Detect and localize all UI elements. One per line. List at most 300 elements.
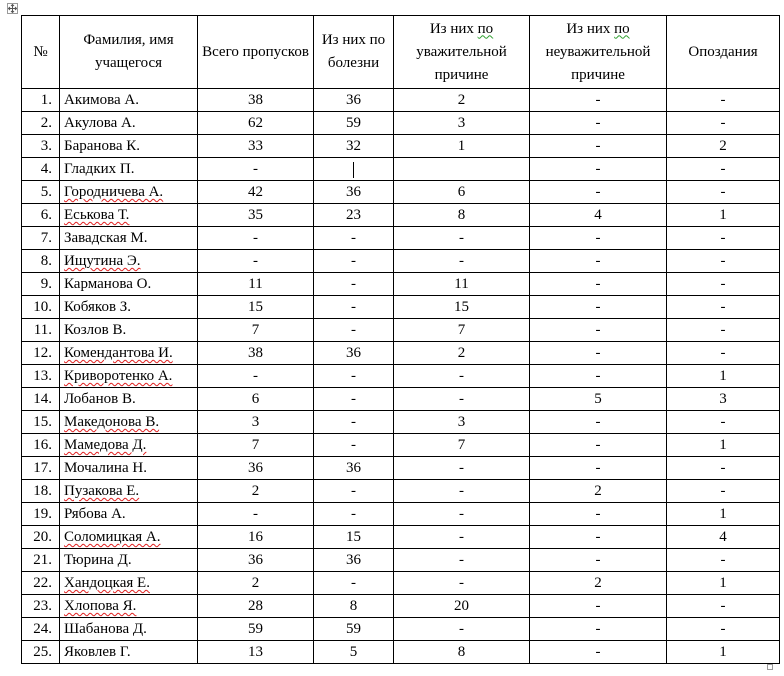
cell-valid-reason-count[interactable]: [394, 595, 530, 618]
total-absences-text: 2: [251, 483, 260, 499]
table-resize-handle-icon[interactable]: [767, 664, 773, 670]
table-row: [22, 181, 780, 204]
illness-count-text: -: [351, 437, 356, 453]
invalid-reason-count-text: -: [595, 184, 601, 200]
valid-reason-count-text: -: [459, 368, 464, 384]
cell-student-name[interactable]: [60, 503, 198, 526]
cell-total-absences[interactable]: [198, 411, 314, 434]
text-cursor: [353, 162, 354, 178]
cell-student-name[interactable]: [60, 296, 198, 319]
cell-illness-count[interactable]: [314, 549, 394, 572]
cell-row-number[interactable]: [22, 526, 60, 549]
student-name-text: Баранова К.: [64, 138, 141, 154]
cell-late-count[interactable]: [667, 342, 780, 365]
valid-reason-count-text: -: [459, 253, 464, 269]
valid-reason-count-text: 2: [457, 92, 466, 108]
cell-valid-reason-count[interactable]: [394, 296, 530, 319]
cell-total-absences[interactable]: [198, 572, 314, 595]
cell-late-count[interactable]: [667, 89, 780, 112]
cell-illness-count[interactable]: [314, 273, 394, 296]
late-count-text: -: [720, 621, 726, 637]
header-row: [22, 16, 780, 89]
cell-valid-reason-count[interactable]: [394, 250, 530, 273]
table-row: [22, 227, 780, 250]
cell-late-count[interactable]: [667, 595, 780, 618]
cell-student-name[interactable]: [60, 89, 198, 112]
cell-student-name[interactable]: [60, 227, 198, 250]
late-count-text: -: [720, 299, 726, 315]
student-name-text: Хлопова Я.: [64, 598, 137, 614]
illness-count-text: 59: [346, 115, 361, 131]
table-row: [22, 388, 780, 411]
late-count-text: 4: [719, 529, 727, 545]
cell-row-number[interactable]: [22, 457, 60, 480]
cell-invalid-reason-count[interactable]: [530, 319, 667, 342]
cell-invalid-reason-count[interactable]: [530, 227, 667, 250]
cell-row-number[interactable]: [22, 411, 60, 434]
cell-illness-count[interactable]: [314, 411, 394, 434]
invalid-reason-count-text: -: [595, 345, 601, 361]
cell-total-absences[interactable]: [198, 618, 314, 641]
cell-total-absences[interactable]: [198, 204, 314, 227]
cell-student-name[interactable]: [60, 388, 198, 411]
cell-late-count[interactable]: [667, 273, 780, 296]
late-count-text: -: [720, 483, 726, 499]
cell-invalid-reason-count[interactable]: [530, 595, 667, 618]
late-count-text: -: [720, 92, 726, 108]
row-number-text: 12.: [33, 345, 52, 361]
cell-late-count[interactable]: [667, 250, 780, 273]
cell-total-absences[interactable]: [198, 250, 314, 273]
invalid-reason-count-text: -: [595, 322, 601, 338]
cell-total-absences[interactable]: [198, 181, 314, 204]
illness-count-text: 36: [346, 460, 361, 476]
cell-late-count[interactable]: [667, 388, 780, 411]
cell-total-absences[interactable]: [198, 434, 314, 457]
valid-reason-count-text: -: [459, 552, 464, 568]
cell-valid-reason-count[interactable]: [394, 227, 530, 250]
cell-illness-count[interactable]: [314, 89, 394, 112]
late-count-text: 1: [719, 368, 727, 384]
cell-total-absences[interactable]: [198, 549, 314, 572]
cell-row-number[interactable]: [22, 388, 60, 411]
cell-illness-count[interactable]: [314, 227, 394, 250]
table-row: [22, 411, 780, 434]
cell-illness-count[interactable]: [314, 572, 394, 595]
cell-total-absences[interactable]: [198, 457, 314, 480]
row-number-text: 24.: [33, 621, 52, 637]
cell-row-number[interactable]: [22, 434, 60, 457]
student-name-text: Шабанова Д.: [64, 621, 147, 637]
illness-count-text: 36: [346, 184, 361, 200]
cell-invalid-reason-count[interactable]: [530, 641, 667, 664]
row-number-text: 23.: [33, 598, 52, 614]
cell-invalid-reason-count[interactable]: [530, 480, 667, 503]
cell-late-count[interactable]: [667, 503, 780, 526]
invalid-reason-count-text: -: [595, 621, 601, 637]
absence-table: [21, 15, 780, 664]
table-row: [22, 158, 780, 181]
cell-invalid-reason-count[interactable]: [530, 365, 667, 388]
valid-reason-count-text: 3: [457, 115, 466, 131]
valid-reason-count-text: 3: [457, 414, 466, 430]
header-total-absences[interactable]: Всего пропусков: [198, 16, 314, 89]
total-absences-text: 2: [251, 575, 260, 591]
student-name-text: Пузакова Е.: [64, 483, 140, 499]
cell-total-absences[interactable]: [198, 388, 314, 411]
cell-student-name[interactable]: [60, 181, 198, 204]
cell-student-name[interactable]: [60, 595, 198, 618]
illness-count-text: -: [351, 483, 356, 499]
student-name-text: Мамедова Д.: [64, 437, 147, 453]
cell-late-count[interactable]: [667, 641, 780, 664]
late-count-text: 3: [719, 391, 727, 407]
cell-invalid-reason-count[interactable]: [530, 388, 667, 411]
cell-invalid-reason-count[interactable]: [530, 250, 667, 273]
cell-invalid-reason-count[interactable]: [530, 158, 667, 181]
cell-valid-reason-count[interactable]: [394, 457, 530, 480]
cell-row-number[interactable]: [22, 342, 60, 365]
cell-illness-count[interactable]: [314, 181, 394, 204]
cell-student-name[interactable]: [60, 319, 198, 342]
cell-illness-count[interactable]: [314, 434, 394, 457]
cell-invalid-reason-count[interactable]: [530, 89, 667, 112]
cell-total-absences[interactable]: [198, 135, 314, 158]
illness-count-text: -: [351, 506, 356, 522]
table-row: [22, 503, 780, 526]
cell-valid-reason-count[interactable]: [394, 503, 530, 526]
invalid-reason-count-text: -: [595, 644, 601, 660]
valid-reason-count-text: 8: [457, 644, 466, 660]
illness-count-text: 32: [346, 138, 361, 154]
row-number-text: 25.: [33, 644, 52, 660]
header-invalid-suffix: неуважительной причине: [545, 43, 651, 83]
cell-illness-count[interactable]: [314, 112, 394, 135]
header-valid-reason[interactable]: [394, 16, 530, 89]
cell-valid-reason-count[interactable]: [394, 388, 530, 411]
student-name-text: Городничева А.: [64, 184, 164, 200]
cell-late-count[interactable]: [667, 480, 780, 503]
cell-total-absences[interactable]: [198, 595, 314, 618]
cell-row-number[interactable]: [22, 319, 60, 342]
cell-valid-reason-count[interactable]: [394, 158, 530, 181]
cell-valid-reason-count[interactable]: [394, 549, 530, 572]
cell-total-absences[interactable]: [198, 480, 314, 503]
cell-late-count[interactable]: [667, 572, 780, 595]
cell-student-name[interactable]: [60, 250, 198, 273]
late-count-text: -: [720, 230, 726, 246]
cell-illness-count[interactable]: [314, 204, 394, 227]
cell-illness-count[interactable]: [314, 595, 394, 618]
cell-row-number[interactable]: [22, 595, 60, 618]
cell-late-count[interactable]: [667, 618, 780, 641]
cell-invalid-reason-count[interactable]: [530, 204, 667, 227]
cell-illness-count[interactable]: [314, 480, 394, 503]
table-move-handle-icon[interactable]: [7, 3, 18, 14]
cell-invalid-reason-count[interactable]: [530, 457, 667, 480]
header-num[interactable]: №: [22, 16, 60, 89]
cell-invalid-reason-count[interactable]: [530, 342, 667, 365]
total-absences-text: 62: [248, 115, 263, 131]
cell-total-absences[interactable]: [198, 503, 314, 526]
student-name-text: Акулова А.: [64, 115, 136, 131]
cell-invalid-reason-count[interactable]: [530, 572, 667, 595]
cell-invalid-reason-count[interactable]: [530, 526, 667, 549]
total-absences-text: -: [253, 368, 258, 384]
cell-illness-count[interactable]: [314, 158, 394, 181]
cell-invalid-reason-count[interactable]: [530, 434, 667, 457]
cell-illness-count[interactable]: [314, 641, 394, 664]
cell-total-absences[interactable]: [198, 273, 314, 296]
valid-reason-count-text: -: [459, 529, 464, 545]
cell-invalid-reason-count[interactable]: [530, 112, 667, 135]
cell-illness-count[interactable]: [314, 503, 394, 526]
cell-row-number[interactable]: [22, 365, 60, 388]
cell-late-count[interactable]: [667, 457, 780, 480]
late-count-text: 1: [719, 575, 727, 591]
cell-invalid-reason-count[interactable]: [530, 181, 667, 204]
row-number-text: 21.: [33, 552, 52, 568]
cell-invalid-reason-count[interactable]: [530, 135, 667, 158]
cell-row-number[interactable]: [22, 618, 60, 641]
cell-student-name[interactable]: [60, 135, 198, 158]
cell-student-name[interactable]: [60, 457, 198, 480]
cell-valid-reason-count[interactable]: [394, 480, 530, 503]
cell-row-number[interactable]: [22, 135, 60, 158]
cell-illness-count[interactable]: [314, 319, 394, 342]
cell-illness-count[interactable]: [314, 135, 394, 158]
invalid-reason-count-text: -: [595, 230, 601, 246]
student-name-text: Ищутина Э.: [64, 253, 141, 269]
cell-illness-count[interactable]: [314, 618, 394, 641]
cell-total-absences[interactable]: [198, 227, 314, 250]
row-number-text: 13.: [33, 368, 52, 384]
header-invalid-underlined-word: по: [614, 20, 630, 37]
student-name-text: Мочалина Н.: [64, 460, 147, 476]
cell-late-count[interactable]: [667, 204, 780, 227]
cell-student-name[interactable]: [60, 526, 198, 549]
student-name-text: Комендантова И.: [64, 345, 173, 361]
cell-row-number[interactable]: [22, 480, 60, 503]
table-row: [22, 641, 780, 664]
cell-student-name[interactable]: [60, 480, 198, 503]
cell-valid-reason-count[interactable]: [394, 204, 530, 227]
cell-student-name[interactable]: [60, 434, 198, 457]
cell-late-count[interactable]: [667, 112, 780, 135]
late-count-text: -: [720, 460, 726, 476]
row-number-text: 11.: [33, 322, 52, 338]
total-absences-text: 38: [248, 345, 263, 361]
valid-reason-count-text: -: [459, 575, 464, 591]
total-absences-text: 33: [248, 138, 263, 154]
cell-total-absences[interactable]: [198, 342, 314, 365]
cell-invalid-reason-count[interactable]: [530, 296, 667, 319]
cell-illness-count[interactable]: [314, 365, 394, 388]
valid-reason-count-text: -: [459, 621, 464, 637]
cell-student-name[interactable]: [60, 112, 198, 135]
cell-valid-reason-count[interactable]: [394, 572, 530, 595]
cell-late-count[interactable]: [667, 434, 780, 457]
cell-total-absences[interactable]: [198, 89, 314, 112]
cell-total-absences[interactable]: [198, 158, 314, 181]
cell-row-number[interactable]: [22, 296, 60, 319]
cell-valid-reason-count[interactable]: [394, 273, 530, 296]
invalid-reason-count-text: -: [595, 368, 601, 384]
valid-reason-count-text: -: [459, 483, 464, 499]
row-number-text: 14.: [33, 391, 52, 407]
cell-illness-count[interactable]: [314, 457, 394, 480]
total-absences-text: 59: [248, 621, 263, 637]
total-absences-text: 28: [248, 598, 263, 614]
header-late[interactable]: Опоздания: [667, 16, 780, 89]
cell-valid-reason-count[interactable]: [394, 365, 530, 388]
cell-invalid-reason-count[interactable]: [530, 549, 667, 572]
cell-valid-reason-count[interactable]: [394, 181, 530, 204]
cell-student-name[interactable]: [60, 618, 198, 641]
cell-valid-reason-count[interactable]: [394, 112, 530, 135]
cell-row-number[interactable]: [22, 158, 60, 181]
table-row: [22, 250, 780, 273]
student-name-text: Хандоцкая Е.: [64, 575, 150, 591]
total-absences-text: -: [253, 253, 258, 269]
cell-row-number[interactable]: [22, 227, 60, 250]
cell-row-number[interactable]: [22, 503, 60, 526]
invalid-reason-count-text: 4: [594, 207, 602, 223]
illness-count-text: -: [351, 253, 356, 269]
cell-late-count[interactable]: [667, 319, 780, 342]
illness-count-text: 36: [346, 552, 361, 568]
cell-illness-count[interactable]: [314, 526, 394, 549]
cell-late-count[interactable]: [667, 296, 780, 319]
invalid-reason-count-text: -: [595, 161, 601, 177]
cell-row-number[interactable]: [22, 549, 60, 572]
cell-row-number[interactable]: [22, 250, 60, 273]
cell-total-absences[interactable]: [198, 365, 314, 388]
illness-count-text: -: [351, 368, 356, 384]
header-invalid-reason[interactable]: [530, 16, 667, 89]
student-name-text: Тюрина Д.: [64, 552, 132, 568]
header-valid-prefix: Из них: [429, 20, 478, 37]
cell-valid-reason-count[interactable]: [394, 434, 530, 457]
cell-late-count[interactable]: [667, 365, 780, 388]
late-count-text: -: [720, 115, 726, 131]
cell-late-count[interactable]: [667, 158, 780, 181]
cell-valid-reason-count[interactable]: [394, 526, 530, 549]
cell-total-absences[interactable]: [198, 296, 314, 319]
cell-valid-reason-count[interactable]: [394, 319, 530, 342]
cell-illness-count[interactable]: [314, 342, 394, 365]
total-absences-text: -: [253, 230, 258, 246]
total-absences-text: 7: [251, 437, 260, 453]
cell-student-name[interactable]: [60, 641, 198, 664]
table-row: [22, 89, 780, 112]
valid-reason-count-text: 1: [457, 138, 466, 154]
cell-row-number[interactable]: [22, 572, 60, 595]
cell-total-absences[interactable]: [198, 526, 314, 549]
header-illness[interactable]: Из них по болезни: [314, 16, 394, 89]
cell-illness-count[interactable]: [314, 250, 394, 273]
cell-row-number[interactable]: [22, 181, 60, 204]
table-row: [22, 112, 780, 135]
row-number-text: 5.: [40, 184, 52, 200]
cell-student-name[interactable]: [60, 549, 198, 572]
cell-student-name[interactable]: [60, 572, 198, 595]
cell-student-name[interactable]: [60, 365, 198, 388]
cell-total-absences[interactable]: [198, 319, 314, 342]
cell-student-name[interactable]: [60, 204, 198, 227]
cell-valid-reason-count[interactable]: [394, 342, 530, 365]
cell-late-count[interactable]: [667, 135, 780, 158]
cell-student-name[interactable]: [60, 273, 198, 296]
row-number-text: 17.: [33, 460, 52, 476]
student-name-text: Македонова В.: [64, 414, 160, 430]
header-student-name[interactable]: Фамилия, имя учащегося: [60, 16, 198, 89]
total-absences-text: 16: [248, 529, 263, 545]
cell-valid-reason-count[interactable]: [394, 411, 530, 434]
student-name-text: Кобяков З.: [64, 299, 132, 315]
cell-row-number[interactable]: [22, 641, 60, 664]
invalid-reason-count-text: -: [595, 437, 601, 453]
student-name-text: Еськова Т.: [64, 207, 130, 223]
total-absences-text: 36: [248, 460, 263, 476]
cell-late-count[interactable]: [667, 227, 780, 250]
cell-valid-reason-count[interactable]: [394, 618, 530, 641]
cell-row-number[interactable]: [22, 112, 60, 135]
student-name-text: Соломицкая А.: [64, 529, 161, 545]
row-number-text: 18.: [33, 483, 52, 499]
cell-late-count[interactable]: [667, 181, 780, 204]
late-count-text: 1: [719, 437, 727, 453]
cell-total-absences[interactable]: [198, 641, 314, 664]
cell-invalid-reason-count[interactable]: [530, 503, 667, 526]
cell-total-absences[interactable]: [198, 112, 314, 135]
cell-invalid-reason-count[interactable]: [530, 273, 667, 296]
illness-count-text: -: [351, 414, 356, 430]
row-number-text: 9.: [40, 276, 52, 292]
cell-student-name[interactable]: [60, 158, 198, 181]
cell-row-number[interactable]: [22, 273, 60, 296]
cell-invalid-reason-count[interactable]: [530, 618, 667, 641]
illness-count-text: 23: [346, 207, 361, 223]
cell-row-number[interactable]: [22, 204, 60, 227]
cell-row-number[interactable]: [22, 89, 60, 112]
row-number-text: 19.: [33, 506, 52, 522]
cell-late-count[interactable]: [667, 526, 780, 549]
valid-reason-count-text: 8: [457, 207, 466, 223]
invalid-reason-count-text: -: [595, 552, 601, 568]
student-name-text: Гладких П.: [64, 161, 135, 177]
cell-illness-count[interactable]: [314, 388, 394, 411]
row-number-text: 4.: [40, 161, 52, 177]
cell-illness-count[interactable]: [314, 296, 394, 319]
cell-late-count[interactable]: [667, 549, 780, 572]
row-number-text: 2.: [40, 115, 52, 131]
row-number-text: 20.: [33, 529, 52, 545]
table-row: [22, 135, 780, 158]
cell-invalid-reason-count[interactable]: [530, 411, 667, 434]
total-absences-text: 3: [251, 414, 260, 430]
valid-reason-count-text: 2: [457, 345, 466, 361]
cell-student-name[interactable]: [60, 411, 198, 434]
illness-count-text: -: [351, 230, 356, 246]
cell-valid-reason-count[interactable]: [394, 89, 530, 112]
illness-count-text: 15: [346, 529, 361, 545]
cell-valid-reason-count[interactable]: [394, 641, 530, 664]
header-valid-suffix: уважительной причине: [416, 43, 507, 83]
cell-valid-reason-count[interactable]: [394, 135, 530, 158]
cell-student-name[interactable]: [60, 342, 198, 365]
cell-late-count[interactable]: [667, 411, 780, 434]
